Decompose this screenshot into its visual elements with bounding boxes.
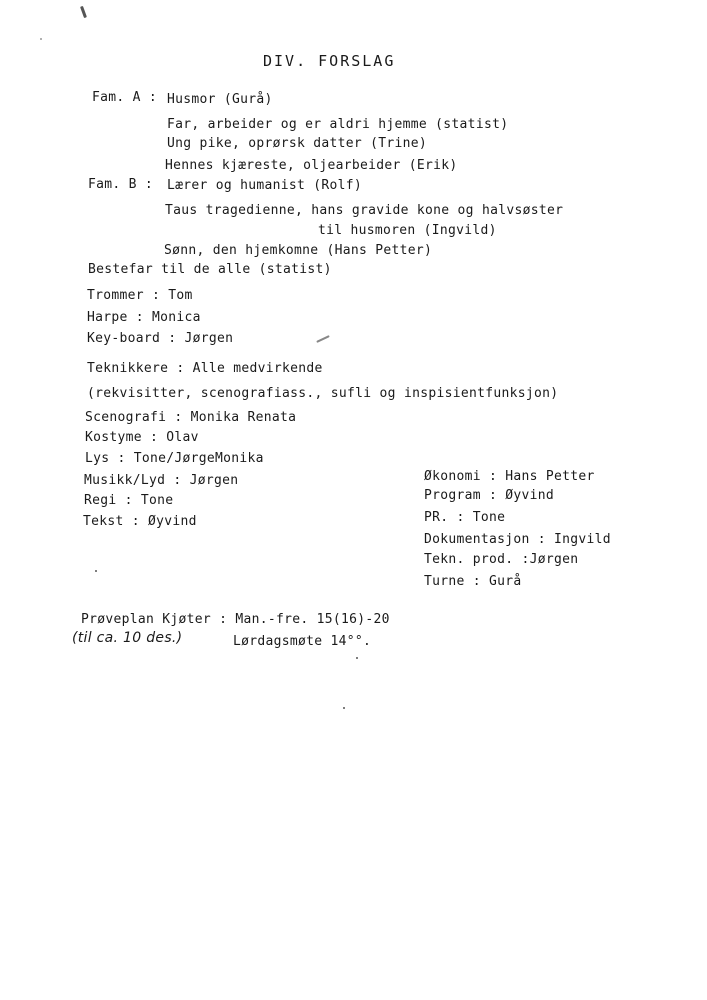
fam-a-line: Husmor (Gurå) <box>167 92 273 107</box>
teknikkere-line: Teknikkere : Alle medvirkende <box>87 361 323 376</box>
role-line: Program : Øyvind <box>424 488 555 503</box>
fam-a-line: Far, arbeider og er aldri hjemme (statist) <box>167 117 509 132</box>
fam-a-line: Ung pike, oprørsk datter (Trine) <box>167 136 428 151</box>
musician-line: Trommer : Tom <box>87 288 193 303</box>
handwritten-note: (til ca. 10 des.) <box>72 630 183 646</box>
page-title: DIV. FORSLAG <box>263 52 396 70</box>
role-line: Turne : Gurå <box>424 574 522 589</box>
musician-line: Key-board : Jørgen <box>87 331 234 346</box>
schedule-line: Lørdagsmøte 14°°. <box>233 634 372 649</box>
scan-speck <box>40 38 42 40</box>
role-line: Tekn. prod. :Jørgen <box>424 552 579 567</box>
schedule-line: Prøveplan Kjøter : Man.-fre. 15(16)-20 <box>81 612 390 627</box>
fam-a-line: Hennes kjæreste, oljearbeider (Erik) <box>165 158 458 173</box>
scan-speck <box>95 570 97 572</box>
fam-b-line: til husmoren (Ingvild) <box>318 223 497 238</box>
fam-a-label: Fam. A : <box>92 90 158 105</box>
fam-b-line: Taus tragedienne, hans gravide kone og halvsøster <box>165 203 564 218</box>
musician-line: Harpe : Monica <box>87 310 201 325</box>
role-line: Kostyme : Olav <box>85 430 199 445</box>
role-line: Tekst : Øyvind <box>83 514 197 529</box>
role-line: Regi : Tone <box>84 493 174 508</box>
scan-speck <box>356 657 358 659</box>
role-line: PR. : Tone <box>424 510 506 525</box>
role-line: Musikk/Lyd : Jørgen <box>84 473 239 488</box>
fam-b-line: Lærer og humanist (Rolf) <box>167 178 363 193</box>
fam-b-line: Sønn, den hjemkomne (Hans Petter) <box>164 243 433 258</box>
scan-speck <box>343 707 345 709</box>
role-line: Lys : Tone/JørgeMonika <box>85 451 264 466</box>
scan-speck <box>316 335 330 343</box>
role-line: Scenografi : Monika Renata <box>85 410 297 425</box>
fam-b-label: Fam. B : <box>88 177 154 192</box>
teknikkere-line: (rekvisitter, scenografiass., sufli og inspisientfunksjon) <box>87 386 559 401</box>
scan-speck <box>80 6 87 18</box>
bestefar-line: Bestefar til de alle (statist) <box>88 262 332 277</box>
role-line: Dokumentasjon : Ingvild <box>424 532 611 547</box>
role-line: Økonomi : Hans Petter <box>424 469 595 484</box>
